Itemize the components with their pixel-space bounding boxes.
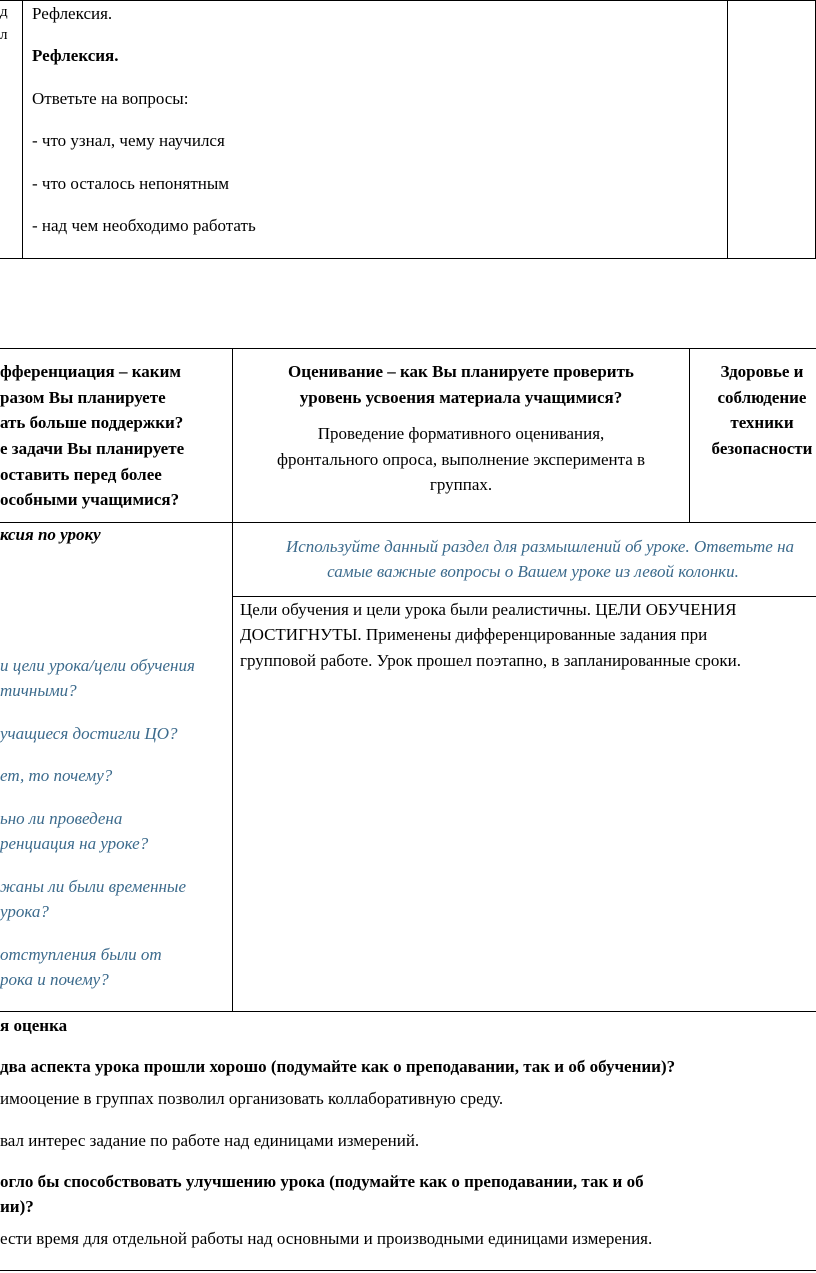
reflection-answer: групповой работе. Урок прошел поэтапно, в запланированные сроки. — [240, 651, 741, 670]
reflection-heading: Рефлексия. — [32, 46, 119, 65]
assess-header-line: Оценивание – как Вы планируете проверить — [288, 362, 634, 381]
diff-header-line: е задачи Вы планируете — [0, 439, 185, 458]
summary-question-2: ии)? — [0, 1197, 34, 1216]
health-header-line: безопасности — [711, 439, 813, 458]
health-header-line: техники — [730, 413, 794, 432]
health-header-line: соблюдение — [717, 388, 807, 407]
reflection-label: Рефлексия. — [32, 4, 113, 23]
left-cell-fragment-1: д — [0, 4, 8, 20]
diff-header-line: разом Вы планируете — [0, 388, 166, 407]
reflection-prompt: Используйте данный раздел для размышлений об уроке. Ответьте на — [285, 537, 795, 556]
reflection-question: рока и почему? — [0, 970, 109, 989]
reflection-question: отступления были от — [0, 945, 162, 964]
reflection-title: ксия по уроку — [0, 525, 101, 544]
reflection-answer: ДОСТИГНУТЫ. Применены дифференцированные задания при — [240, 625, 708, 644]
diff-header-line: ать больше поддержки? — [0, 413, 184, 432]
summary-answer: ести время для отдельной работы над основными и производными единицами измерения. — [0, 1229, 653, 1248]
reflection-question: и цели урока/цели обучения — [0, 656, 195, 675]
diff-header-line: особными учащимися? — [0, 490, 180, 509]
reflection-item: - что узнал, чему научился — [32, 131, 225, 150]
reflection-question: ьно ли проведена — [0, 809, 123, 828]
summary-question-2: огло бы способствовать улучшению урока (подумайте как о преподавании, так и об — [0, 1172, 644, 1191]
assess-text-line: Проведение формативного оценивания, — [317, 424, 605, 443]
summary-question-1: два аспекта урока прошли хорошо (подумайте как о преподавании, так и об обучении)? — [0, 1057, 676, 1076]
summary-answer: вал интерес задание по работе над единицами измерений. — [0, 1131, 420, 1150]
reflection-question: жаны ли были временные — [0, 877, 186, 896]
assess-text-line: фронтального опроса, выполнение эксперимента в — [276, 450, 646, 469]
reflection-question: ренциация на уроке? — [0, 834, 149, 853]
reflection-item: - над чем необходимо работать — [32, 216, 256, 235]
summary-answer: имооцение в группах позволил организовать коллаборативную среду. — [0, 1089, 504, 1108]
diff-header-line: оставить перед более — [0, 465, 162, 484]
assess-text-line: группах. — [429, 475, 493, 494]
assess-header-line: уровень усвоения материала учащимися? — [299, 388, 623, 407]
reflection-prompt: самые важные вопросы о Вашем уроке из левой колонки. — [327, 562, 739, 581]
reflection-answer: Цели обучения и цели урока были реалистичны. ЦЕЛИ ОБУЧЕНИЯ — [240, 600, 737, 619]
health-header-line: Здоровье и — [720, 362, 804, 381]
reflection-instruction: Ответьте на вопросы: — [32, 89, 189, 108]
reflection-question: ет, то почему? — [0, 766, 113, 785]
reflection-question: урока? — [0, 902, 49, 921]
left-cell-fragment-2: л — [0, 27, 8, 43]
reflection-question: учащиеся достигли ЦО? — [0, 724, 178, 743]
reflection-question: тичными? — [0, 681, 77, 700]
reflection-item: - что осталось непонятным — [32, 174, 230, 193]
summary-heading: я оценка — [0, 1016, 68, 1035]
diff-header-line: фференциация – каким — [0, 362, 181, 381]
